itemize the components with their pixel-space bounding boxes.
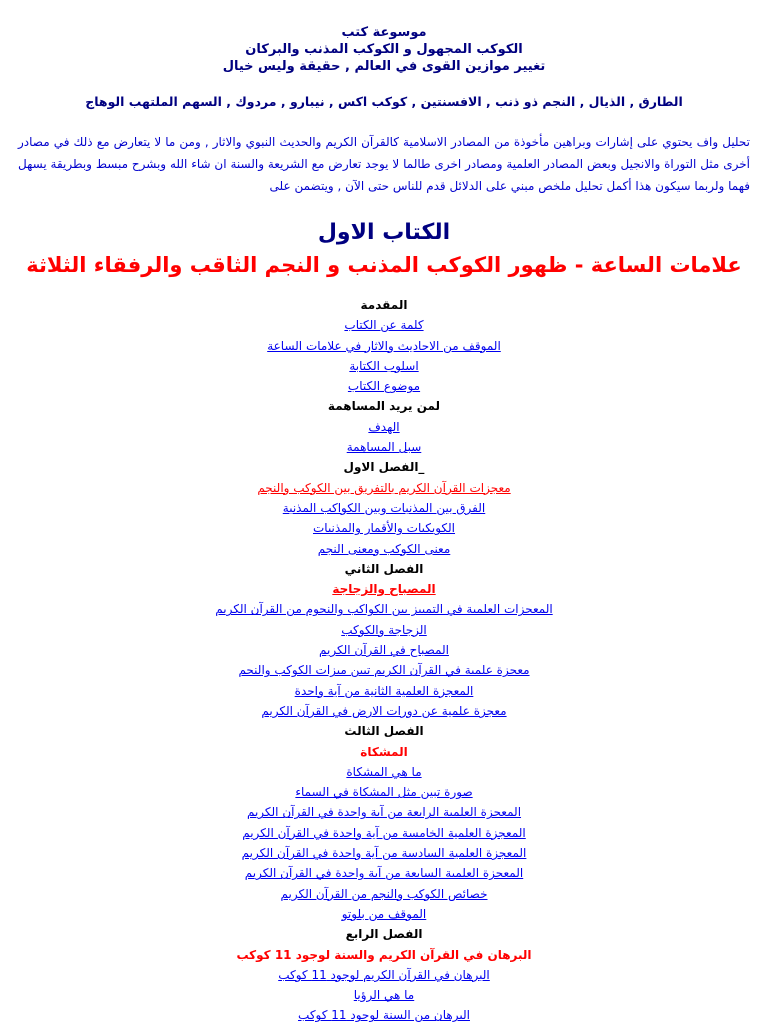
toc-row xyxy=(0,356,768,376)
toc-section-heading: لمن يريد المساهمة xyxy=(327,399,441,414)
toc-link[interactable]: خصائص الكوكب والنجم من القرآن الكريم xyxy=(280,886,488,901)
toc-row xyxy=(0,1005,768,1024)
toc-row xyxy=(0,782,768,802)
toc-row xyxy=(0,823,768,843)
toc-row xyxy=(0,640,768,660)
toc-row xyxy=(0,945,768,965)
toc-row xyxy=(0,721,768,741)
toc-link[interactable]: معجزة علمية عن دورات الارض في القرآن الكريم xyxy=(261,703,507,718)
toc-row xyxy=(0,417,768,437)
book-title: الكتاب الاول xyxy=(317,220,451,245)
toc-row xyxy=(0,620,768,640)
toc-row xyxy=(0,884,768,904)
toc-row xyxy=(0,376,768,396)
toc-link[interactable]: ما هي الرؤيا xyxy=(353,988,415,1003)
toc-link[interactable]: معنى الكوكب ومعنى النجم xyxy=(317,541,451,556)
toc-row xyxy=(0,924,768,944)
toc-row xyxy=(0,579,768,599)
toc-row xyxy=(0,762,768,782)
toc-link[interactable]: ما هي المشكاة xyxy=(346,764,422,779)
toc-row xyxy=(0,843,768,863)
toc-section-heading: _الفصل الاول xyxy=(343,460,425,475)
intro-paragraph: تحليل واف يحتوي على إشارات وبراهين مأخوذة من المصادر الاسلامية كالقرآن الكريم والحديث النبوي والاثار , ومن ما لا يتعارض مع ذلك في مصادر أخرى مثل التوراة والانجيل وبعض المصادر العلمية ومصادر اخرى طالما لا يوجد تعارض مع الشريعة والسنة ان شاء الله وبشرح مبسط وبطريقة يسهل فهما ولربما سيكون هذا أكمل تحليل ملخص مبني على الدلائل قدم للناس حتى الآن , ويتضمن على xyxy=(18,135,750,193)
toc-link[interactable]: معجزات القرآن الكريم بالتفريق بين الكوكب والنجم xyxy=(257,480,511,495)
toc-row xyxy=(0,336,768,356)
table-of-contents xyxy=(0,295,768,1024)
toc-link[interactable]: اسلوب الكتابة xyxy=(349,358,419,373)
toc-row xyxy=(0,396,768,416)
toc-link[interactable]: موضوع الكتاب xyxy=(347,379,421,394)
toc-link[interactable]: المعجزة العلمية السابعة من آية واحدة في القرآن الكريم xyxy=(244,866,524,881)
toc-section-heading: الفصل الثاني xyxy=(344,561,424,576)
toc-row xyxy=(0,498,768,518)
toc-link[interactable]: سبل المساهمة xyxy=(346,440,422,455)
toc-row xyxy=(0,863,768,883)
toc-row xyxy=(0,965,768,985)
toc-row xyxy=(0,985,768,1005)
book-subtitle: علامات الساعة - ظهور الكوكب المذنب و النجم الثاقب والرفقاء الثلاثة xyxy=(26,253,742,277)
toc-link[interactable]: الزجاجة والكوكب xyxy=(341,622,427,637)
toc-link[interactable]: الموقف من الاحاديث والاثار في علامات الساعة xyxy=(267,338,501,353)
toc-link[interactable]: كلمة عن الكتاب xyxy=(344,318,424,333)
toc-row xyxy=(0,315,768,335)
toc-link[interactable]: الفرق بين المذنبات وبين الكواكب المذنبة xyxy=(282,500,486,515)
toc-row xyxy=(0,904,768,924)
toc-chapter-title: البرهان في القرآن الكريم والسنة لوجود 11 كوكب xyxy=(236,947,532,962)
toc-link[interactable]: المصباح في القرآن الكريم xyxy=(319,643,449,658)
toc-row xyxy=(0,681,768,701)
names-line: الطارق , الذيال , النجم ذو ذنب , الافسنتين , كوكب اكس , نيبارو , مردوك , السهم الملتهب الوهاج xyxy=(85,94,683,109)
toc-row xyxy=(0,701,768,721)
toc-link[interactable]: المصباح والزجاجة xyxy=(332,582,436,597)
header-line-2: الكوكب المجهول و الكوكب المذنب والبركان xyxy=(245,42,523,57)
toc-row xyxy=(0,478,768,498)
toc-link[interactable]: صورة تبين مثل المشكاة في السماء xyxy=(295,785,473,800)
toc-chapter-title: المشكاة xyxy=(360,744,408,759)
header-line-3: تغيير موازين القوى في العالم , حقيقة وليس خيال xyxy=(222,59,546,74)
toc-link[interactable]: المعجزات العلمية في التمييز بين الكواكب والنجوم من القرآن الكريم xyxy=(215,602,553,617)
toc-row xyxy=(0,518,768,538)
site-title: موسوعة كتب xyxy=(341,25,427,40)
toc-row xyxy=(0,802,768,822)
toc-row xyxy=(0,559,768,579)
toc-row xyxy=(0,295,768,315)
toc-link[interactable]: المعجزة العلمية الرابعة من آية واحدة في القرآن الكريم xyxy=(246,805,522,820)
header xyxy=(0,24,768,75)
toc-row xyxy=(0,742,768,762)
toc-row xyxy=(0,660,768,680)
toc-link[interactable]: المعجزة العلمية الخامسة من آية واحدة في القرآن الكريم xyxy=(242,825,526,840)
toc-section-heading: الفصل الرابع xyxy=(345,927,423,942)
toc-link[interactable]: المعجزة العلمية السادسة من آية واحدة في القرآن الكريم xyxy=(241,846,527,861)
toc-link[interactable]: البرهان في القرآن الكريم لوجود 11 كوكب xyxy=(278,967,490,982)
toc-link[interactable]: البرهان من السنة لوجود 11 كوكب xyxy=(298,1008,470,1023)
toc-row xyxy=(0,599,768,619)
toc-row xyxy=(0,457,768,477)
toc-link[interactable]: الهدف xyxy=(368,419,400,434)
toc-link[interactable]: معجزة علمية في القرآن الكريم تبين ميزات الكوكب والنجم xyxy=(238,663,530,678)
toc-link[interactable]: الكويكبات والأقمار والمذنبات xyxy=(312,521,456,536)
toc-section-heading: المقدمة xyxy=(360,298,408,312)
toc-link[interactable]: الموقف من بلوتو xyxy=(341,906,427,921)
toc-row xyxy=(0,539,768,559)
toc-section-heading: الفصل الثالث xyxy=(344,724,424,739)
toc-row xyxy=(0,437,768,457)
toc-link[interactable]: المعجزة العلمية الثانية من آية واحدة xyxy=(294,683,474,698)
